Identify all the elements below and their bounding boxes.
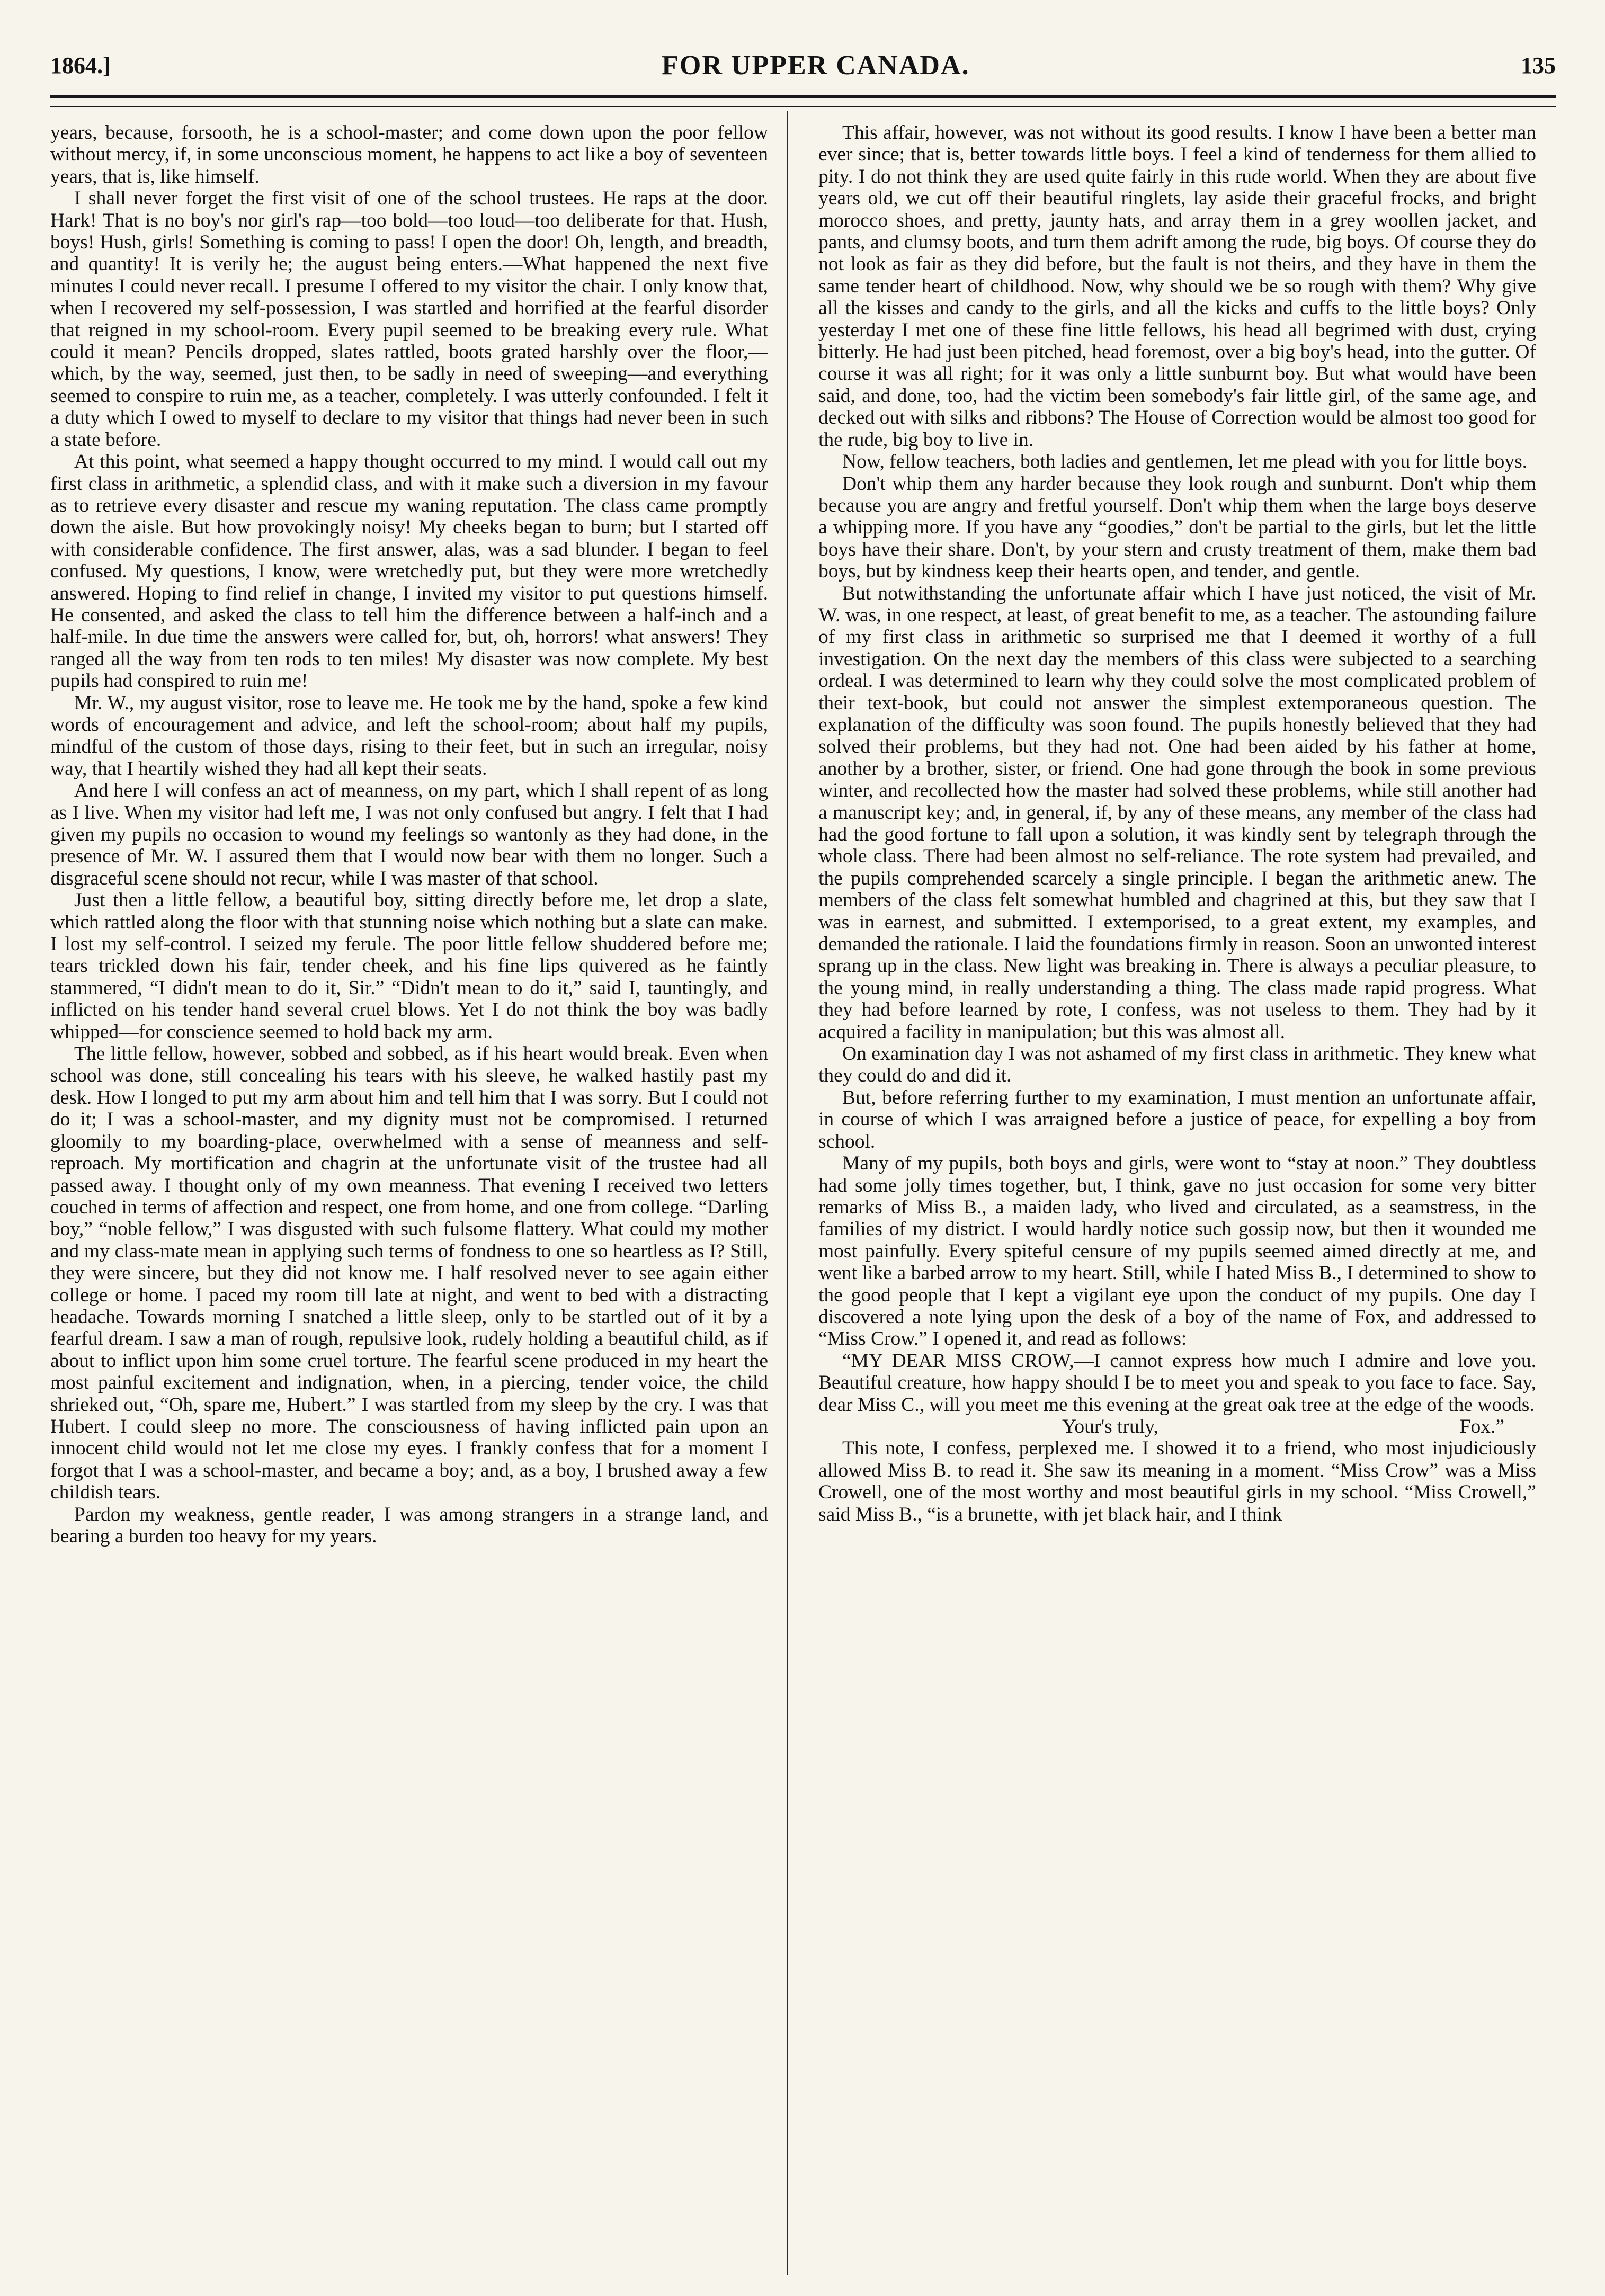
paragraph: Now, fellow teachers, both ladies and gentlemen, let me plead with you for little boys. [842, 451, 1528, 473]
header-rule-thick [50, 95, 1556, 98]
paragraph: Mr. W., my august visitor, rose to leave me. He took me by the hand, spoke a few kind words of encouragement and advice, and left the school-room; about half my pupils, mindful of the custom of those days, rising to their feet, but in such an irregular, noisy way, that I heartily wished they had all kept their seats. [50, 692, 768, 780]
paragraph: Many of my pupils, both boys and girls, were wont to “stay at noon.” They doubtless had some jolly times together, but, I think, gave no just occasion for some very bitter remarks of Miss B., a maiden lady, who lived and circulated, as a seamstress, in the families of my district. I would hardly notice such gossip now, but then it wounded me most painfully. Every spiteful censure of my pupils seemed aimed directly at me, and went like a barbed arrow to my heart. Still, while I hated Miss B., I determined to show to the good people that I kept a vigilant eye upon the conduct of my pupils. One day I discovered a note lying upon the desk of a boy of the name of Fox, and addressed to “Miss Crow.” I opened it, and read as follows: [818, 1153, 1536, 1350]
paragraph: The little fellow, however, sobbed and sobbed, as if his heart would break. Even when school was done, still concealing his tears with his sleeve, he walked hastily past my desk. How I longed to put my arm about him and tell him that I was sorry. But I could not do it; I was a school-master, and my dignity must not be compromised. I returned gloomily to my boarding-place, overwhelmed with a sense of meanness and self-reproach. My mortification and chagrin at the unfortunate visit of the trustee had all passed away. I thought only of my own meanness. That evening I received two letters couched in terms of affection and respect, one from home, and one from college. “Darling boy,” “noble fellow,” I was disgusted with such fulsome flattery. What could my mother and my class-mate mean in applying such terms of fondness to one so heartless as I? Still, they were sincere, but they did not know me. I half resolved never to see again either college or home. I paced my room till late at night, and went to bed with a distracting headache. Towards morning I snatched a little sleep, only to be startled out of it by a fearful dream. I saw a man of rough, repulsive look, rudely holding a beautiful child, as if about to inflict upon him some cruel torture. The fearful scene produced in my heart the most painful excitement and indignation, when, in a piercing, tender voice, the child shrieked out, “Oh, spare me, Hubert.” I was startled from my sleep by the cry. I was that Hubert. I could sleep no more. The consciousness of having inflicted pain upon an innocent child would not let me close my eyes. I frankly confess that for a moment I forgot that I was a school-master, and became a boy; and, as a boy, I brushed away a few childish tears. [50, 1043, 768, 1504]
paragraph: And here I will confess an act of meanness, on my part, which I shall repent of as long as I live. When my visitor had left me, I was not only confused but angry. I felt that I had given my pupils no occasion to wound my feelings so wantonly as they had done, in the presence of Mr. W. I assured them that I would now bear with them no longer. Such a disgraceful scene should not recur, while I was master of that school. [50, 780, 768, 889]
paragraph: On examination day I was not ashamed of my first class in arithmetic. They knew what they could do and did it. [818, 1043, 1536, 1087]
paragraph: But notwithstanding the unfortunate affair which I have just noticed, the visit of Mr. W. was, in one respect, at least, of great benefit to me, as a teacher. The astounding failure of my first class in arithmetic so surprised me that I deemed it worthy of a full investigation. On the next day the members of this class were subjected to a searching ordeal. I was determined to learn why they could solve the most complicated problem of their text-book, but could not answer the simplest extemporaneous question. The explanation of the difficulty was soon found. The pupils honestly believed that they had solved their problems, but they had not. One had been aided by his father at home, another by a brother, sister, or friend. One had gone through the book in some previous winter, and recollected how the master had solved these problems, while still another had a manuscript key; and, in general, if, by any of these means, any member of the class had had the good fortune to fall upon a solution, it was kindly sent by telegraph through the whole class. There had been almost no self-reliance. The rote system had prevailed, and the pupils comprehended scarcely a single principle. I began the arithmetic anew. The members of the class felt somewhat humbled and chagrined at this, but they saw that I was in earnest, and submitted. I extemporised, to a great extent, my examples, and demanded the rationale. I laid the foundations firmly in reason. Soon an unwonted interest sprang up in the class. New light was breaking in. There is always a peculiar pleasure, to the young mind, in really understanding a thing. The class made rapid progress. What they had before learned by rote, I confess, was not useless to them. They had by it acquired a facility in manipulation; but this was almost all. [818, 582, 1536, 1043]
right-column [818, 122, 1536, 2277]
letter-signature: Fox.” [1459, 1415, 1504, 1437]
paragraph: At this point, what seemed a happy thought occurred to my mind. I would call out my first class in arithmetic, a splendid class, and with it make such a diversion in my favour as to retrieve every disaster and rescue my waning reputation. The class came promptly down the aisle. But how provokingly noisy! My cheeks began to burn; but I started off with considerable confidence. The first answer, alas, was a sad blunder. I began to feel confused. My questions, I know, were wretchedly put, but they were more wretchedly answered. Hoping to find relief in change, I invited my visitor to put questions himself. He consented, and asked the class to tell him the difference between a half-inch and a half-mile. In due time the answers were called for, but, oh, horrors! what answers! They ranged all the way from ten rods to ten miles! My disaster was now complete. My best pupils had conspired to ruin me! [50, 451, 768, 692]
left-column [50, 122, 768, 2277]
paragraph: This affair, however, was not without its good results. I know I have been a better man ever since; that is, better towards little boys. I feel a kind of tenderness for them allied to pity. I do not think they are used quite fairly in this rude world. When they are about five years old, we cut off their beautiful ringlets, lay aside their graceful frocks, and bright morocco shoes, and pretty, jaunty hats, and array them in a grey woollen jacket, and pants, and clumsy boots, and turn them adrift among the rude, big boys. Of course they do not look as fair as they did before, but the fault is not theirs, and they have in them the same tender heart of childhood. Now, why should we be so rough with them? Why give all the kisses and candy to the girls, and all the kicks and cuffs to the little boys? Only yesterday I met one of these fine little fellows, his head all begrimed with dust, crying bitterly. He had just been pitched, head foremost, over a big boy's head, into the gutter. Of course it was all right; for it was only a little sunburnt boy. But what would have been said, and done, too, had the victim been somebody's fair little girl, of the same age, and decked out with silks and ribbons? The House of Correction would be almost too good for the rude, big boy to live in. [818, 122, 1536, 451]
paragraph: Pardon my weakness, gentle reader, I was among strangers in a strange land, and bearing a burden too heavy for my years. [50, 1503, 768, 1547]
paragraph: This note, I confess, perplexed me. I showed it to a friend, who most injudiciously allowed Miss B. to read it. She saw its meaning in a moment. “Miss Crow” was a Miss Crowell, one of the most worthy and most beautiful girls in my school. “Miss Crowell,” said Miss B., “is a brunette, with jet black hair, and I think [818, 1437, 1536, 1525]
letter-closing: Your's truly, [1062, 1415, 1158, 1437]
header-rule-thin [50, 106, 1556, 107]
header-title: FOR UPPER CANADA. [662, 50, 970, 81]
paragraph: Don't whip them any harder because they look rough and sunburnt. Don't whip them because you are angry and fretful yourself. Don't whip them when the large boys deserve a whipping more. If you have any “goodies,” don't be partial to the girls, but let the little boys have their share. Don't, by your stern and crusty treatment of them, make them bad boys, but by kindness keep their hearts open, and tender, and gentle. [818, 472, 1536, 583]
column-divider [787, 111, 788, 2275]
letter-signoff [818, 1416, 1536, 1437]
paragraph: years, because, forsooth, he is a school-master; and come down upon the poor fellow without mercy, if, in some unconscious moment, he happens to act like a boy of seventeen years, that is, like himself. [50, 122, 768, 187]
header-year: 1864.] [50, 52, 111, 78]
paragraph: I shall never forget the first visit of one of the school trustees. He raps at the door. Hark! That is no boy's nor girl's rap—too bold—too loud—too deliberate for that. Hush, boys! Hush, girls! Something is coming to pass! I open the door! Oh, length, and breadth, and quantity! It is verily he; the august being enters.—What happened the next five minutes I could never recall. I presume I offered to my visitor the chair. I only know that, when I recovered my self-possession, I was startled and horrified at the fearful disorder that reigned in my school-room. Every pupil seemed to be breaking every rule. What could it mean? Pencils dropped, slates rattled, boots grated harshly over the floor,—which, by the way, seemed, just then, to be sadly in need of sweeping—and everything seemed to conspire to ruin me, as a teacher, completely. I was utterly confounded. I felt it a duty which I owed to myself to declare to my visitor that things had never been in such a state before. [50, 187, 768, 451]
page-number: 135 [1521, 52, 1556, 78]
paragraph: But, before referring further to my examination, I must mention an unfortunate affair, in course of which I was arraigned before a justice of peace, for expelling a boy from school. [818, 1086, 1536, 1153]
quoted-letter: “MY DEAR MISS CROW,—I cannot express how much I admire and love you. Beautiful creature, how happy should I be to meet you and speak to you face to face. Say, dear Miss C., will you meet me this evening at the great oak tree at the edge of the woods. [818, 1350, 1536, 1416]
paragraph: Just then a little fellow, a beautiful boy, sitting directly before me, let drop a slate, which rattled along the floor with that stunning noise which nothing but a slate can make. I lost my self-control. I seized my ferule. The poor little fellow shuddered before me; tears trickled down his fair, tender cheek, and his fine lips quivered as he faintly stammered, “I didn't mean to do it, Sir.” “Didn't mean to do it,” said I, tauntingly, and inflicted on his tender hand several cruel blows. Yet I do not think the boy was badly whipped—for conscience seemed to hold back my arm. [50, 889, 768, 1043]
running-header [50, 41, 1556, 89]
